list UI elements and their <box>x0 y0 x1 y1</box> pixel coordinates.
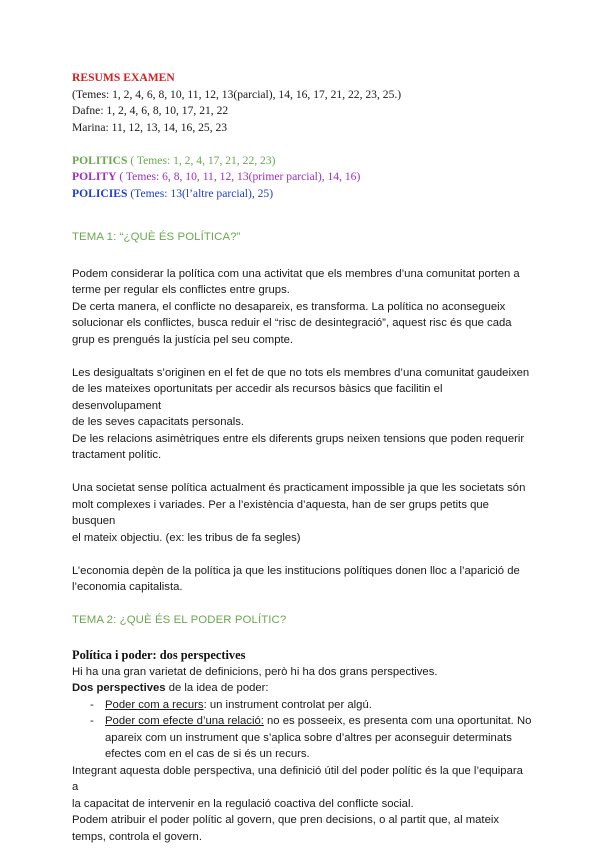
text-line: el mateix objectiu. (ex: les tribus de fa segles) <box>72 531 301 544</box>
text-line: l’economia capitalista. <box>72 581 183 593</box>
marina-list: Marina: 11, 12, 13, 14, 16, 25, 23 <box>72 120 228 134</box>
tema1-paragraph-4 <box>72 563 532 596</box>
temes-list: (Temes: 1, 2, 4, 6, 8, 10, 11, 12, 13(parcial), 14, 16, 17, 21, 22, 23, 25.) <box>72 87 402 101</box>
text-line <box>72 680 532 697</box>
list-item <box>92 697 532 714</box>
policies-line <box>72 186 532 203</box>
item2-text: no es posseeix, es presenta com una oportunitat. No <box>263 715 532 727</box>
document-content <box>72 70 532 845</box>
perspectives-list <box>72 697 532 763</box>
text-line: terme per regular els conflictes entre grups. <box>72 284 290 296</box>
tema1-paragraph-3 <box>72 480 532 546</box>
doc-title: RESUMS EXAMEN <box>72 71 175 84</box>
text-line: L’economia depèn de la política ja que les institucions polítiques donen lloc a l’aparició de <box>72 564 520 577</box>
text-line: Podem considerar la política com una activitat que els membres d’una comunitat porten a <box>72 267 520 280</box>
list-item <box>92 713 532 763</box>
item1-term: Poder com a recurs <box>105 698 204 711</box>
text-line: Integrant aquesta doble perspectiva, una definició útil del poder polític és la que l’equipara a <box>72 764 523 793</box>
text-line: temps, controla el govern. <box>72 830 202 843</box>
polity-line <box>72 169 532 186</box>
text-line: de les seves capacitats personals. <box>72 416 245 428</box>
text-line: de les mateixes oportunitats per accedir als recursos bàsics que facilitin el desenvolupament <box>72 383 443 412</box>
text-line: grup es prengués la justícia pel seu compte. <box>72 333 294 346</box>
dafne-list: Dafne: 1, 2, 4, 6, 8, 10, 17, 21, 22 <box>72 104 229 117</box>
item2-text-2: apareix com un instrument que s’aplica sobre d’altres per aconseguir determinats <box>105 731 512 744</box>
tema2-heading: TEMA 2: ¿QUÈ ÉS EL PODER POLÍTIC? <box>72 614 287 626</box>
text-line: Una societat sense política actualment és practicament impossible ja que les societats són <box>72 482 526 494</box>
policies-temes: (Temes: 13(l’altre parcial), 25) <box>127 186 274 200</box>
dash-bullet: - <box>90 698 94 711</box>
text-line: molt complexes i variades. Per a l’existència d’aquesta, han de ser grups petits que busquen <box>72 498 489 527</box>
text-line: la capacitat de intervenir en la regulació coactiva del conflicte social. <box>72 797 414 810</box>
policies-label: POLICIES <box>72 186 128 200</box>
tema1-heading: TEMA 1: “¿QUÈ ÉS POLÍTICA?” <box>72 230 241 243</box>
politics-line <box>72 153 532 170</box>
tema2-subheading: Política i poder: dos perspectives <box>72 648 246 662</box>
text-line: De certa manera, el conflicte no desapareix, es transforma. La política no aconsegueix <box>72 300 506 313</box>
dash-bullet: - <box>90 715 94 727</box>
text-line: solucionar els conflictes, busca reduir el “risc de desintegració”, aquest risc és que cada <box>72 317 512 329</box>
politics-label: POLITICS <box>72 153 128 167</box>
tema1-paragraph-2 <box>72 365 532 464</box>
tema1-paragraph-1 <box>72 266 532 349</box>
item2-term: Poder com efecte d’una relació: <box>105 715 264 727</box>
text-line: De les relacions asimètriques entre els diferents grups neixen tensions que poden requerir <box>72 432 525 445</box>
item1-text: : un instrument controlat per algú. <box>203 698 372 711</box>
politics-temes: ( Temes: 1, 2, 4, 17, 21, 22, 23) <box>127 153 276 167</box>
text-line: Podem atribuir el poder polític al govern, que pren decisions, o al partit que, al mateix <box>72 814 500 826</box>
polity-label: POLITY <box>72 170 117 183</box>
polity-temes: ( Temes: 6, 8, 10, 11, 12, 13(primer parcial), 14, 16) <box>116 170 361 183</box>
text-line: Les desigualtats s’originen en el fet de que no tots els membres d’una comunitat gaudeixen <box>72 366 530 379</box>
text-line: Hi ha una gran varietat de definicions, però hi ha dos grans perspectives. <box>72 665 438 678</box>
dos-perspectives-rest: de la idea de poder: <box>165 682 269 694</box>
item2-text-3: efectes com en el cas de si és un recurs. <box>105 748 310 760</box>
dos-perspectives-bold: Dos perspectives <box>72 682 166 694</box>
text-line: tractament polític. <box>72 449 162 461</box>
